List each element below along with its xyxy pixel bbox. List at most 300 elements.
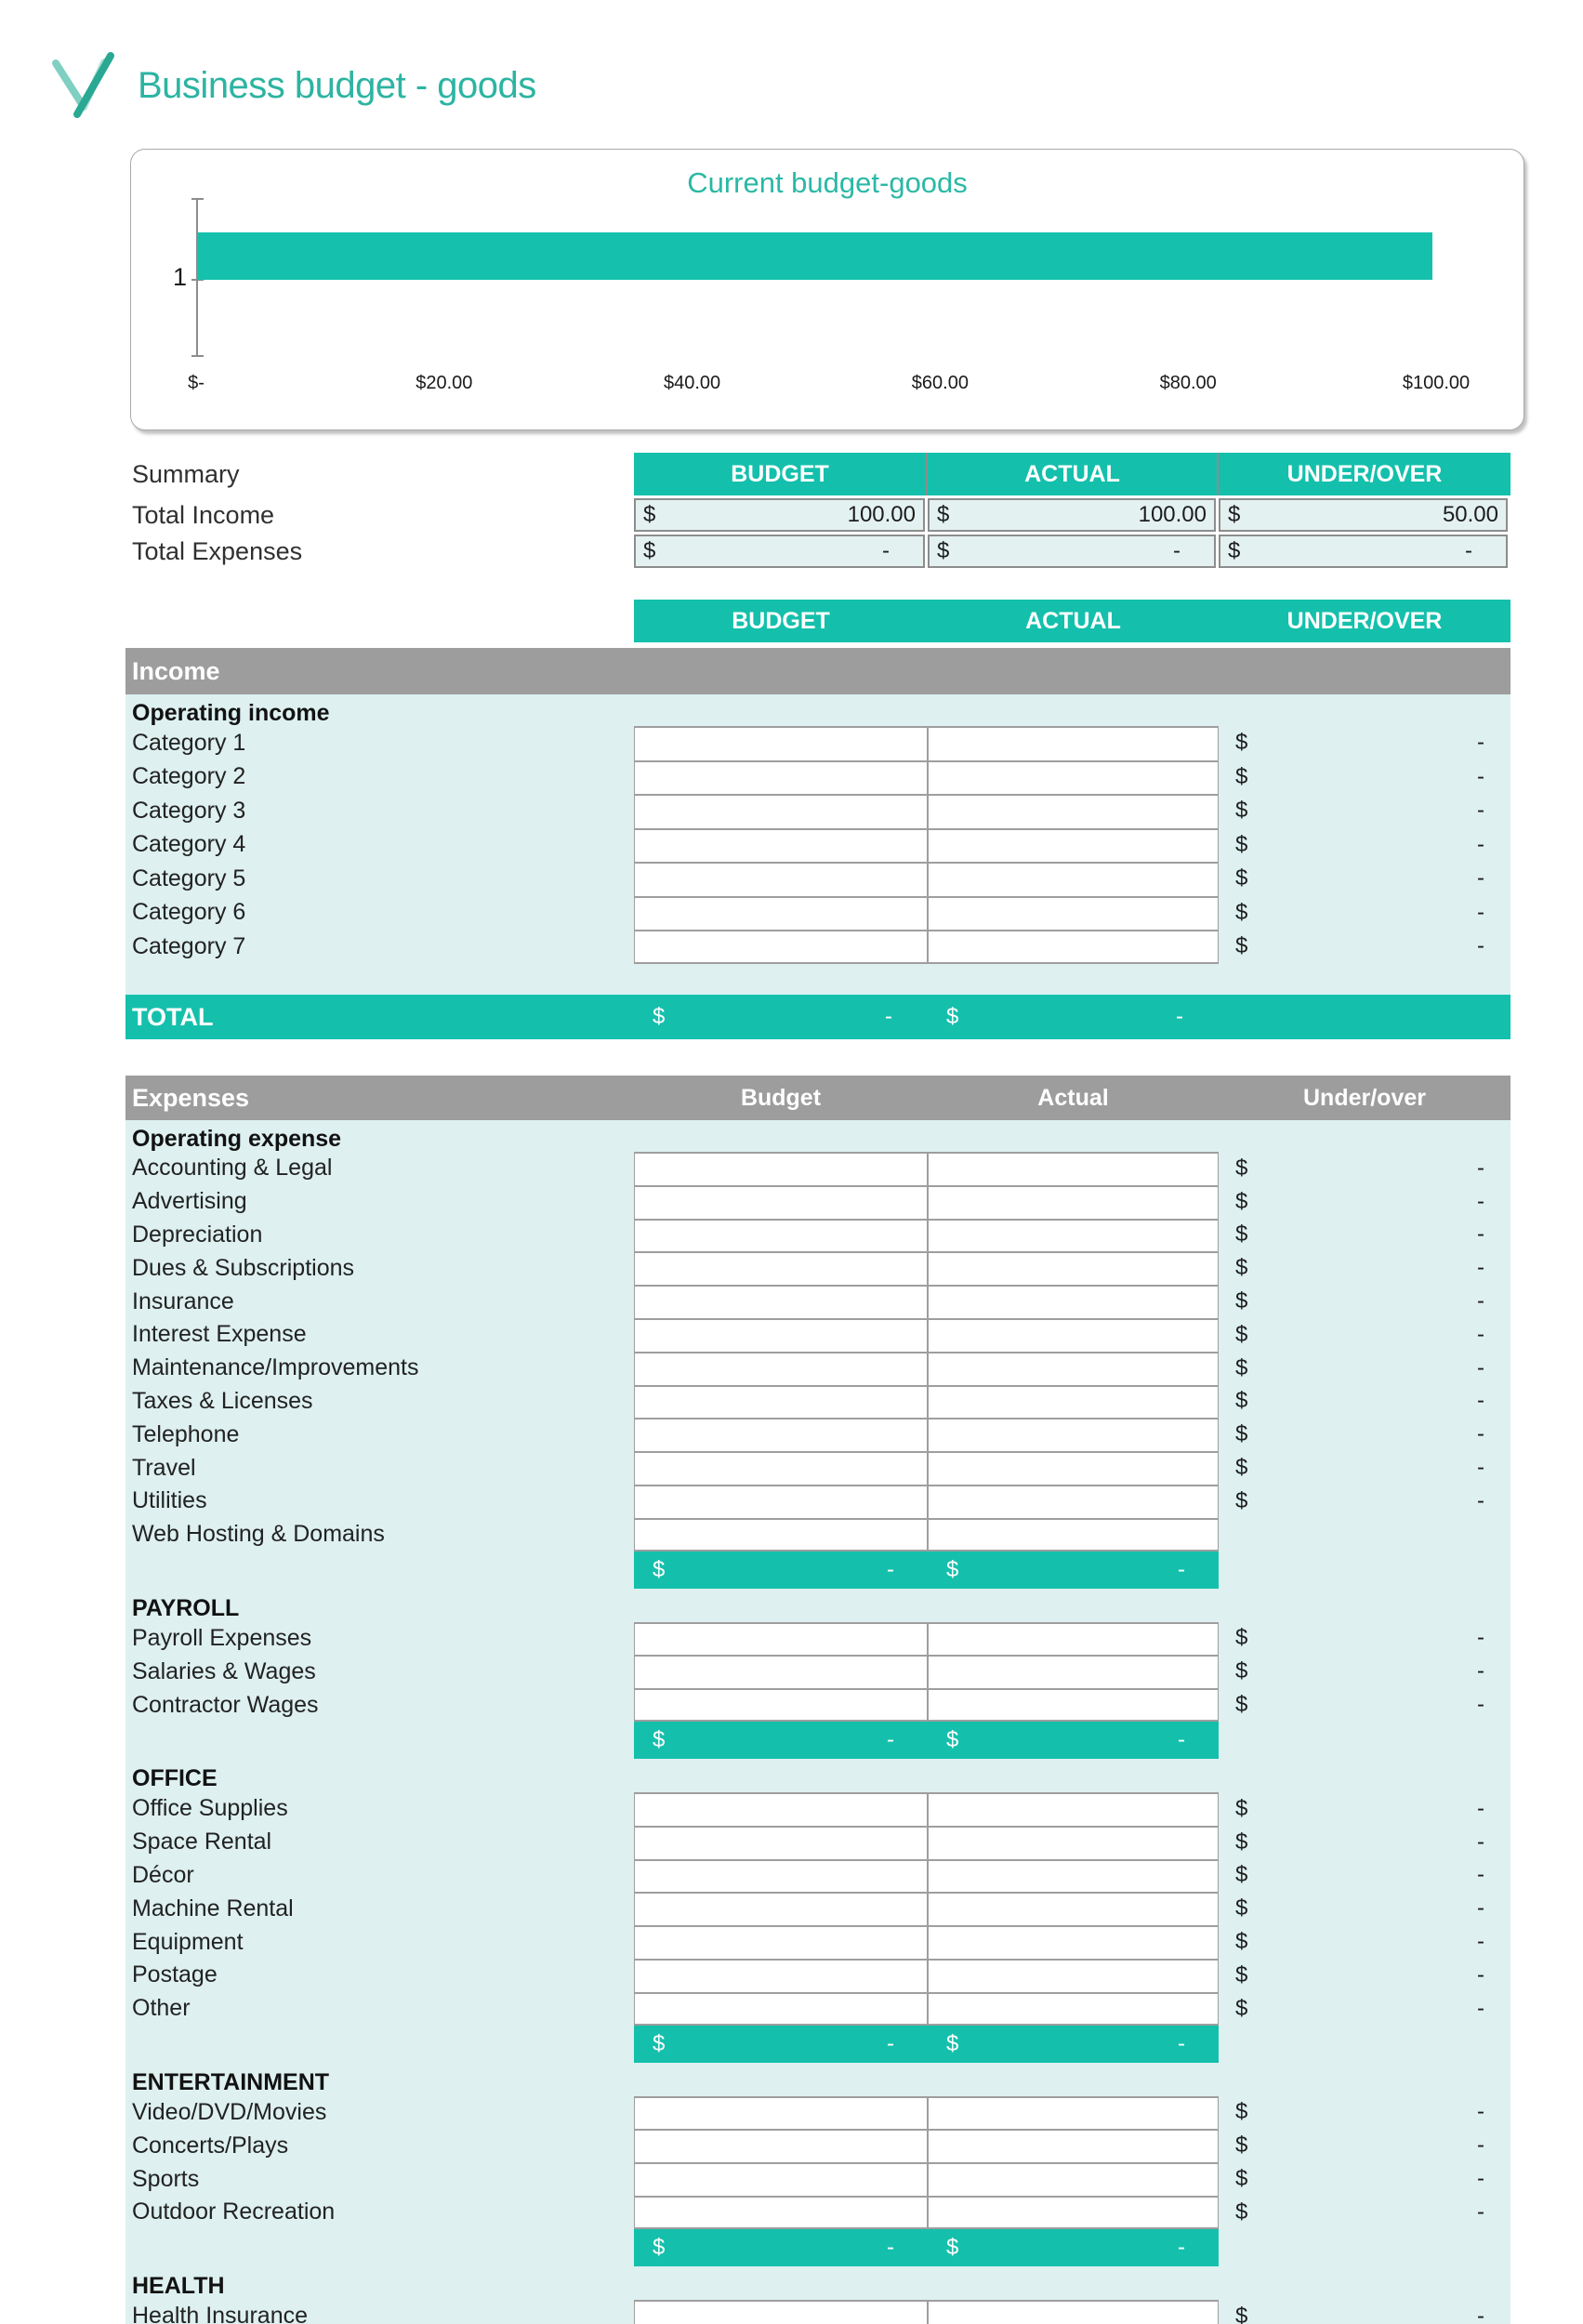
amount: 50.00 bbox=[1442, 502, 1498, 527]
x-tick-label: $100.00 bbox=[1402, 373, 1471, 393]
column-header: UNDER/OVER bbox=[1219, 600, 1510, 642]
total-under-over-empty bbox=[1219, 995, 1510, 1039]
under-over-value: - bbox=[1477, 2133, 1484, 2159]
currency-symbol: $ bbox=[1235, 2199, 1248, 2225]
currency-symbol: $ bbox=[1235, 798, 1248, 824]
summary-under_over-cell bbox=[1219, 535, 1508, 568]
v-slash-logo-icon bbox=[43, 48, 125, 123]
amount: - bbox=[1178, 1726, 1185, 1752]
expense-item-label: Space Rental bbox=[132, 1829, 272, 1855]
summary-actual-cell bbox=[928, 498, 1216, 532]
budget-input-cell[interactable] bbox=[634, 1418, 928, 1451]
currency-symbol: $ bbox=[946, 2030, 959, 2056]
currency-symbol: $ bbox=[1235, 1455, 1248, 1481]
income-category-row bbox=[125, 828, 1510, 863]
budget-input-cell[interactable] bbox=[634, 930, 928, 964]
currency-symbol: $ bbox=[1235, 899, 1248, 925]
under-over-value: - bbox=[1477, 1862, 1484, 1888]
under-over-cell bbox=[1219, 1285, 1510, 1318]
under-over-cell bbox=[1219, 1385, 1510, 1419]
under-over-value: - bbox=[1477, 865, 1484, 891]
budget-input-cell[interactable] bbox=[634, 1352, 928, 1385]
under-over-cell bbox=[1219, 1892, 1510, 1925]
income-category-row bbox=[125, 930, 1510, 964]
budget-input-cell[interactable] bbox=[634, 2129, 928, 2162]
budget-input-cell[interactable] bbox=[634, 2096, 928, 2130]
expense-row bbox=[125, 1352, 1510, 1385]
brand-header bbox=[43, 48, 536, 123]
currency-symbol: $ bbox=[1235, 1961, 1248, 1987]
actual-input-cell[interactable] bbox=[928, 2162, 1219, 2196]
actual-input-cell[interactable] bbox=[928, 794, 1219, 828]
summary-label: Summary bbox=[132, 460, 240, 488]
under-over-cell bbox=[1219, 1655, 1510, 1688]
currency-symbol: $ bbox=[946, 2234, 959, 2260]
income-section-band bbox=[125, 648, 1510, 694]
expense-item-label: Travel bbox=[132, 1454, 196, 1481]
expense-row bbox=[125, 1688, 1510, 1722]
category-label: 1 bbox=[172, 263, 187, 291]
under-over-value: - bbox=[1477, 2199, 1484, 2225]
actual-input-cell[interactable] bbox=[928, 1385, 1219, 1419]
actual-input-cell[interactable] bbox=[928, 1418, 1219, 1451]
budget-input-cell[interactable] bbox=[634, 1318, 928, 1352]
expense-item-label: Maintenance/Improvements bbox=[132, 1354, 419, 1381]
expense-row bbox=[125, 1859, 1510, 1893]
expense-item-label: Décor bbox=[132, 1861, 194, 1888]
subtotal-budget bbox=[634, 1552, 928, 1589]
income-category-item-label: Category 2 bbox=[132, 763, 246, 790]
actual-input-cell[interactable] bbox=[928, 1251, 1219, 1285]
under-over-cell bbox=[1219, 1219, 1510, 1252]
under-over-value: - bbox=[1477, 1895, 1484, 1921]
axis-tick bbox=[191, 198, 204, 200]
amount: - bbox=[887, 1726, 894, 1752]
budget-input-cell[interactable] bbox=[634, 1992, 928, 2026]
income-category-row bbox=[125, 896, 1510, 931]
amount: 100.00 bbox=[1138, 502, 1207, 527]
actual-input-cell[interactable] bbox=[928, 896, 1219, 931]
subtotal-actual bbox=[928, 2229, 1219, 2266]
expense-item-label: Equipment bbox=[132, 1928, 244, 1955]
amount: - bbox=[1178, 1556, 1185, 1582]
expense-item-label: Salaries & Wages bbox=[132, 1657, 316, 1684]
actual-input-cell[interactable] bbox=[928, 726, 1219, 760]
expenses-band-label: Expenses bbox=[132, 1083, 250, 1112]
expenses-col-budget: Budget bbox=[740, 1084, 822, 1111]
under-over-cell bbox=[1219, 760, 1510, 795]
currency-symbol: $ bbox=[1235, 1255, 1248, 1281]
income-category-item-label: Category 7 bbox=[132, 932, 246, 959]
subtotal-budget bbox=[634, 1722, 928, 1759]
budget-input-cell[interactable] bbox=[634, 1925, 928, 1959]
group-subtotal-row bbox=[634, 2026, 1219, 2063]
column-header: BUDGET bbox=[634, 600, 928, 642]
page-title: Business budget - goods bbox=[138, 64, 536, 106]
actual-input-cell[interactable] bbox=[928, 1285, 1219, 1318]
budget-input-cell[interactable] bbox=[634, 760, 928, 795]
currency-symbol: $ bbox=[1235, 2303, 1248, 2324]
expense-item-label: Payroll Expenses bbox=[132, 1624, 312, 1651]
budget-bar bbox=[198, 232, 1432, 280]
income-category-item-label: Category 3 bbox=[132, 797, 246, 824]
currency-symbol: $ bbox=[643, 538, 656, 563]
under-over-value: - bbox=[1477, 1288, 1484, 1314]
amount: 100.00 bbox=[847, 502, 916, 527]
budget-input-cell[interactable] bbox=[634, 726, 928, 760]
under-over-cell bbox=[1219, 1992, 1510, 2026]
expense-row bbox=[125, 1152, 1510, 1185]
actual-input-cell[interactable] bbox=[928, 862, 1219, 896]
currency-symbol: $ bbox=[1235, 730, 1248, 756]
expense-row bbox=[125, 1485, 1510, 1518]
under-over-value: - bbox=[1477, 1188, 1484, 1214]
under-over-cell bbox=[1219, 1688, 1510, 1722]
currency-symbol: $ bbox=[1235, 1795, 1248, 1821]
currency-symbol: $ bbox=[1235, 1321, 1248, 1347]
income-category-row bbox=[125, 794, 1510, 828]
budget-input-cell[interactable] bbox=[634, 1959, 928, 1992]
actual-input-cell[interactable] bbox=[928, 1219, 1219, 1252]
summary-row bbox=[125, 498, 1510, 532]
under-over-cell bbox=[1219, 1925, 1510, 1959]
under-over-value: - bbox=[1477, 1221, 1484, 1248]
under-over-cell bbox=[1219, 2300, 1510, 2324]
actual-input-cell[interactable] bbox=[928, 1352, 1219, 1385]
income-category-item-label: Category 1 bbox=[132, 729, 246, 756]
column-header: ACTUAL bbox=[928, 600, 1219, 642]
income-category-row bbox=[125, 726, 1510, 760]
under-over-value: - bbox=[1477, 1658, 1484, 1684]
income-total-row bbox=[125, 995, 1510, 1039]
under-over-cell bbox=[1219, 1485, 1510, 1518]
currency-symbol: $ bbox=[1235, 2099, 1248, 2125]
summary-column-header: BUDGET bbox=[634, 453, 928, 495]
under-over-cell bbox=[1219, 1622, 1510, 1656]
currency-symbol: $ bbox=[1235, 1354, 1248, 1380]
expense-row bbox=[125, 1925, 1510, 1959]
actual-input-cell[interactable] bbox=[928, 2129, 1219, 2162]
expense-row bbox=[125, 1959, 1510, 1992]
under-over-cell bbox=[1219, 1251, 1510, 1285]
income-category-row bbox=[125, 862, 1510, 896]
currency-symbol: $ bbox=[1235, 1625, 1248, 1651]
actual-input-cell[interactable] bbox=[928, 1792, 1219, 1826]
expense-item-label: Contractor Wages bbox=[132, 1691, 319, 1718]
currency-symbol: $ bbox=[1235, 1155, 1248, 1181]
under-over-cell bbox=[1219, 1418, 1510, 1451]
expenses-col-underover: Under/over bbox=[1303, 1084, 1426, 1111]
expense-row bbox=[125, 1992, 1510, 2026]
under-over-cell bbox=[1219, 726, 1510, 760]
expense-row bbox=[125, 1655, 1510, 1688]
budget-input-cell[interactable] bbox=[634, 1688, 928, 1722]
under-over-cell bbox=[1219, 1826, 1510, 1859]
under-over-cell bbox=[1219, 1185, 1510, 1219]
currency-symbol: $ bbox=[1235, 1487, 1248, 1513]
currency-symbol: $ bbox=[653, 1556, 666, 1582]
summary-row-label: Total Expenses bbox=[132, 536, 303, 565]
under-over-cell bbox=[1219, 862, 1510, 896]
income-category-item-label: Category 6 bbox=[132, 899, 246, 926]
currency-symbol: $ bbox=[946, 1726, 959, 1752]
currency-symbol: $ bbox=[653, 2234, 666, 2260]
budget-input-cell[interactable] bbox=[634, 896, 928, 931]
expense-item-label: Outdoor Recreation bbox=[132, 2199, 336, 2225]
under-over-value: - bbox=[1477, 1354, 1484, 1380]
expense-row bbox=[125, 1318, 1510, 1352]
budget-input-cell[interactable] bbox=[634, 862, 928, 896]
currency-symbol: $ bbox=[1235, 1388, 1248, 1414]
under-over-cell bbox=[1219, 1859, 1510, 1893]
budget-input-cell[interactable] bbox=[634, 1859, 928, 1893]
group-subtotal-row bbox=[634, 1552, 1219, 1589]
amount: - bbox=[882, 538, 890, 563]
currency-symbol: $ bbox=[643, 502, 656, 527]
under-over-cell bbox=[1219, 896, 1510, 931]
actual-input-cell[interactable] bbox=[928, 1152, 1219, 1185]
budget-input-cell[interactable] bbox=[634, 794, 928, 828]
income-category-item-label: Category 5 bbox=[132, 865, 246, 891]
actual-input-cell[interactable] bbox=[928, 2300, 1219, 2324]
expense-row bbox=[125, 2196, 1510, 2229]
actual-input-cell[interactable] bbox=[928, 1925, 1219, 1959]
under-over-value: - bbox=[1477, 2303, 1484, 2324]
budget-input-cell[interactable] bbox=[634, 1485, 928, 1518]
under-over-value: - bbox=[1477, 1625, 1484, 1651]
under-over-value: - bbox=[1477, 1455, 1484, 1481]
under-over-cell bbox=[1219, 794, 1510, 828]
summary-under_over-cell bbox=[1219, 498, 1508, 532]
income-category-item-label: Category 4 bbox=[132, 831, 246, 858]
currency-symbol: $ bbox=[1235, 1929, 1248, 1955]
budget-input-cell[interactable] bbox=[634, 2162, 928, 2196]
subtotal-actual bbox=[928, 1722, 1219, 1759]
actual-input-cell[interactable] bbox=[928, 930, 1219, 964]
budget-input-cell[interactable] bbox=[634, 1219, 928, 1252]
expense-row bbox=[125, 1251, 1510, 1285]
expense-row bbox=[125, 1451, 1510, 1485]
under-over-value: - bbox=[1477, 1255, 1484, 1281]
actual-input-cell[interactable] bbox=[928, 1485, 1219, 1518]
amount: - bbox=[887, 2030, 894, 2056]
expense-item-label: Health Insurance bbox=[132, 2303, 309, 2324]
actual-input-cell[interactable] bbox=[928, 1959, 1219, 1992]
actual-input-cell[interactable] bbox=[928, 1992, 1219, 2026]
under-over-cell bbox=[1219, 2196, 1510, 2229]
currency-symbol: $ bbox=[1228, 502, 1241, 527]
x-tick-label: $80.00 bbox=[1159, 373, 1217, 393]
expense-item-label: Sports bbox=[132, 2165, 200, 2192]
expense-row bbox=[125, 2096, 1510, 2130]
expense-row bbox=[125, 1418, 1510, 1451]
expense-row bbox=[125, 2162, 1510, 2196]
under-over-cell bbox=[1219, 2162, 1510, 2196]
expense-row bbox=[125, 1385, 1510, 1419]
under-over-value: - bbox=[1477, 763, 1484, 789]
under-over-value: - bbox=[1477, 1155, 1484, 1181]
currency-symbol: $ bbox=[1228, 538, 1241, 563]
expense-item-label: Interest Expense bbox=[132, 1321, 307, 1348]
expenses-col-actual: Actual bbox=[1037, 1084, 1109, 1111]
currency-symbol: $ bbox=[1235, 763, 1248, 789]
actual-input-cell[interactable] bbox=[928, 2196, 1219, 2229]
x-tick-label: $40.00 bbox=[664, 373, 721, 393]
actual-input-cell[interactable] bbox=[928, 1451, 1219, 1485]
actual-input-cell[interactable] bbox=[928, 828, 1219, 863]
currency-symbol: $ bbox=[937, 538, 950, 563]
budget-input-cell[interactable] bbox=[634, 1385, 928, 1419]
expense-item-label: Depreciation bbox=[132, 1221, 263, 1248]
expense-item-label: Accounting & Legal bbox=[132, 1155, 333, 1182]
subtotal-actual bbox=[928, 1552, 1219, 1589]
currency-symbol: $ bbox=[1235, 2166, 1248, 2192]
budget-input-cell[interactable] bbox=[634, 2300, 928, 2324]
expense-item-label: Machine Rental bbox=[132, 1895, 294, 1921]
actual-input-cell[interactable] bbox=[928, 1185, 1219, 1219]
under-over-value: - bbox=[1477, 1388, 1484, 1414]
expense-group-heading: HEALTH bbox=[132, 2273, 225, 2300]
columns-header-band bbox=[634, 600, 1510, 642]
expense-row bbox=[125, 2129, 1510, 2162]
expense-item-label: Other bbox=[132, 1995, 191, 2022]
actual-input-cell[interactable] bbox=[928, 2096, 1219, 2130]
currency-symbol: $ bbox=[1235, 865, 1248, 891]
summary-row-label: Total Income bbox=[132, 500, 275, 529]
budget-input-cell[interactable] bbox=[634, 1185, 928, 1219]
currency-symbol: $ bbox=[653, 2030, 666, 2056]
under-over-cell bbox=[1219, 930, 1510, 964]
currency-symbol: $ bbox=[1235, 2133, 1248, 2159]
under-over-cell bbox=[1219, 1451, 1510, 1485]
under-over-cell bbox=[1219, 1518, 1510, 1552]
summary-row bbox=[125, 535, 1510, 568]
expense-item-label: Telephone bbox=[132, 1420, 240, 1447]
under-over-value: - bbox=[1477, 730, 1484, 756]
actual-input-cell[interactable] bbox=[928, 1826, 1219, 1859]
expense-item-label: Web Hosting & Domains bbox=[132, 1521, 385, 1548]
total-actual-value bbox=[928, 995, 1219, 1039]
subtotal-actual bbox=[928, 2026, 1219, 2063]
summary-budget-cell bbox=[634, 535, 925, 568]
under-over-value: - bbox=[1477, 933, 1484, 959]
subtotal-budget bbox=[634, 2026, 928, 2063]
income-category-row bbox=[125, 760, 1510, 795]
expense-item-label: Postage bbox=[132, 1961, 218, 1988]
expense-row bbox=[125, 1622, 1510, 1656]
actual-input-cell[interactable] bbox=[928, 1655, 1219, 1688]
under-over-value: - bbox=[1477, 1795, 1484, 1821]
under-over-value: - bbox=[1477, 831, 1484, 857]
under-over-value: - bbox=[1477, 1487, 1484, 1513]
budget-input-cell[interactable] bbox=[634, 1251, 928, 1285]
under-over-cell bbox=[1219, 2129, 1510, 2162]
under-over-cell bbox=[1219, 1318, 1510, 1352]
actual-input-cell[interactable] bbox=[928, 1622, 1219, 1656]
under-over-cell bbox=[1219, 2096, 1510, 2130]
expense-item-label: Advertising bbox=[132, 1188, 247, 1215]
expense-group-heading: PAYROLL bbox=[132, 1595, 240, 1622]
budget-chart bbox=[130, 149, 1524, 430]
expenses-block bbox=[125, 1120, 1510, 2324]
currency-symbol: $ bbox=[1235, 1221, 1248, 1248]
under-over-value: - bbox=[1477, 1692, 1484, 1718]
amount: - bbox=[887, 2234, 894, 2260]
budget-input-cell[interactable] bbox=[634, 1655, 928, 1688]
currency-symbol: $ bbox=[1235, 1995, 1248, 2021]
subtotal-budget bbox=[634, 2229, 928, 2266]
chart-title: Current budget-goods bbox=[687, 166, 968, 199]
actual-input-cell[interactable] bbox=[928, 1688, 1219, 1722]
amount: - bbox=[1173, 538, 1181, 563]
budget-input-cell[interactable] bbox=[634, 1285, 928, 1318]
budget-input-cell[interactable] bbox=[634, 2196, 928, 2229]
budget-input-cell[interactable] bbox=[634, 828, 928, 863]
amount: - bbox=[1176, 1004, 1183, 1029]
currency-symbol: $ bbox=[653, 1726, 666, 1752]
currency-symbol: $ bbox=[937, 502, 950, 527]
under-over-cell bbox=[1219, 828, 1510, 863]
amount: - bbox=[1465, 538, 1472, 563]
under-over-value: - bbox=[1477, 2099, 1484, 2125]
budget-input-cell[interactable] bbox=[634, 1152, 928, 1185]
currency-symbol: $ bbox=[946, 1556, 959, 1582]
value-axis bbox=[188, 373, 1471, 397]
under-over-value: - bbox=[1477, 1321, 1484, 1347]
currency-symbol: $ bbox=[1235, 831, 1248, 857]
amount: - bbox=[885, 1004, 892, 1029]
expense-item-label: Video/DVD/Movies bbox=[132, 2098, 327, 2125]
under-over-cell bbox=[1219, 1959, 1510, 1992]
expense-group-heading: ENTERTAINMENT bbox=[132, 2069, 330, 2096]
amount: - bbox=[1178, 2234, 1185, 2260]
actual-input-cell[interactable] bbox=[928, 1518, 1219, 1552]
x-tick-label: $60.00 bbox=[911, 373, 969, 393]
actual-input-cell[interactable] bbox=[928, 760, 1219, 795]
summary-header-row bbox=[634, 453, 1510, 495]
currency-symbol: $ bbox=[946, 1004, 959, 1029]
currency-symbol: $ bbox=[1235, 1895, 1248, 1921]
under-over-value: - bbox=[1477, 1995, 1484, 2021]
budget-input-cell[interactable] bbox=[634, 1622, 928, 1656]
group-subtotal-row bbox=[634, 1722, 1219, 1759]
under-over-value: - bbox=[1477, 798, 1484, 824]
actual-input-cell[interactable] bbox=[928, 1859, 1219, 1893]
currency-symbol: $ bbox=[1235, 1692, 1248, 1718]
income-block bbox=[125, 694, 1510, 995]
total-budget-value bbox=[634, 995, 928, 1039]
expense-group-heading: Operating expense bbox=[132, 1125, 342, 1152]
budget-input-cell[interactable] bbox=[634, 1451, 928, 1485]
expense-row bbox=[125, 2300, 1510, 2324]
currency-symbol: $ bbox=[653, 1004, 666, 1029]
income-group-heading: Operating income bbox=[132, 699, 330, 726]
under-over-value: - bbox=[1477, 1421, 1484, 1447]
currency-symbol: $ bbox=[1235, 1288, 1248, 1314]
actual-input-cell[interactable] bbox=[928, 1892, 1219, 1925]
summary-column-header: UNDER/OVER bbox=[1219, 453, 1510, 495]
expense-item-label: Utilities bbox=[132, 1487, 207, 1514]
budget-input-cell[interactable] bbox=[634, 1892, 928, 1925]
currency-symbol: $ bbox=[1235, 1658, 1248, 1684]
actual-input-cell[interactable] bbox=[928, 1318, 1219, 1352]
amount: - bbox=[887, 1556, 894, 1582]
budget-input-cell[interactable] bbox=[634, 1518, 928, 1552]
budget-input-cell[interactable] bbox=[634, 1792, 928, 1826]
budget-input-cell[interactable] bbox=[634, 1826, 928, 1859]
expense-item-label: Insurance bbox=[132, 1287, 234, 1314]
expense-item-label: Office Supplies bbox=[132, 1795, 288, 1822]
